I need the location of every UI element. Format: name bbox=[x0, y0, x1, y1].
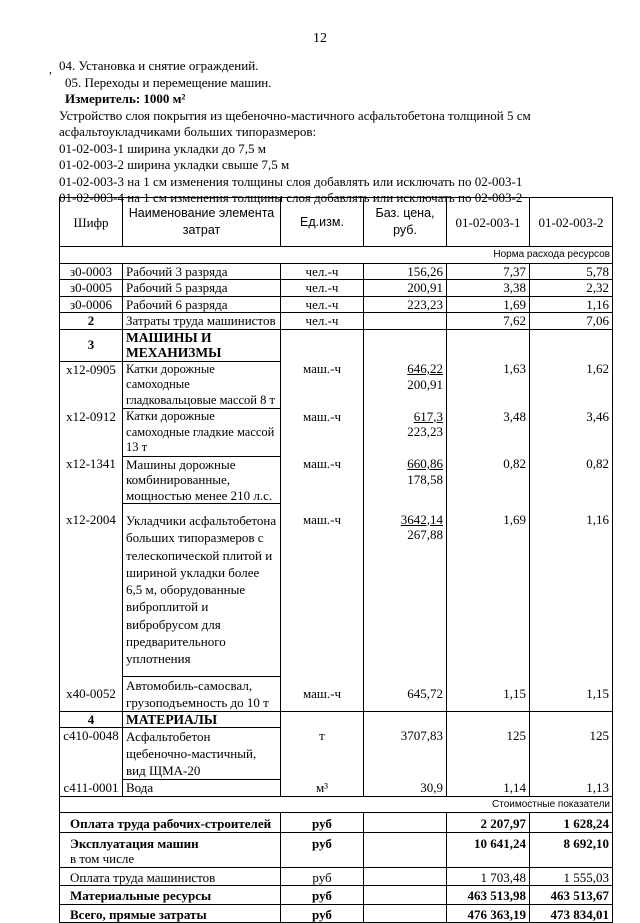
header-col-2: 01-02-003-2 bbox=[530, 198, 613, 247]
total-label: Оплата труда рабочих-строителей bbox=[60, 813, 281, 833]
row-code: з0-0006 bbox=[60, 296, 123, 313]
row-price: 660,86 bbox=[407, 456, 443, 471]
row-name: Затраты труда машинистов bbox=[123, 313, 281, 330]
row-unit: м³ bbox=[281, 780, 364, 797]
header-unit: Ед.изм. bbox=[281, 198, 364, 247]
total-label: Всего, прямые затраты bbox=[60, 904, 281, 923]
desc-line-2: асфальтоукладчиками больших типоразмеров: bbox=[59, 124, 317, 139]
row-name: Укладчики асфальтобетона больших типоразмеров с телескопической плитой и шириной укладки более 6,5 м, оборудованные виброплитой и вибробрусом для предварительного уплотнения bbox=[123, 504, 281, 677]
row-price: 30,9 bbox=[364, 780, 447, 797]
total-value-2: 463 513,67 bbox=[530, 886, 613, 905]
row-price-secondary: 267,88 bbox=[407, 527, 443, 542]
row-value-2: 125 bbox=[530, 728, 613, 780]
total-label: Эксплуатация машин bbox=[60, 832, 281, 851]
total-label: Материальные ресурсы bbox=[60, 886, 281, 905]
row-code: х12-1341 bbox=[60, 456, 123, 504]
row-name: Рабочий 6 разряда bbox=[123, 296, 281, 313]
row-value-2: 1,16 bbox=[530, 296, 613, 313]
row-price: 223,23 bbox=[364, 296, 447, 313]
resource-table bbox=[59, 197, 613, 923]
row-code: с411-0001 bbox=[60, 780, 123, 797]
header-row bbox=[60, 198, 613, 247]
row-price: 645,72 bbox=[364, 676, 447, 711]
section-norm-label: Норма расхода ресурсов bbox=[60, 247, 613, 264]
total-row bbox=[60, 867, 613, 886]
row-value-1: 0,82 bbox=[447, 456, 530, 504]
row-price: 617,3 bbox=[413, 408, 443, 424]
total-unit: руб bbox=[281, 813, 364, 833]
row-value-1: 1,69 bbox=[447, 504, 530, 677]
table-row bbox=[60, 456, 613, 504]
row-price bbox=[364, 313, 447, 330]
total-value-1: 10 641,24 bbox=[447, 832, 530, 851]
row-unit: маш.-ч bbox=[281, 504, 364, 677]
row-value-2: 3,46 bbox=[530, 409, 613, 457]
header-code: Шифр bbox=[60, 198, 123, 247]
intro-line-2: 05. Переходы и перемещение машин. bbox=[65, 74, 272, 90]
table-row bbox=[60, 780, 613, 797]
table-row bbox=[60, 728, 613, 780]
row-value-1: 125 bbox=[447, 728, 530, 780]
row-name: Автомобиль-самосвал, грузоподъемность до 10 т bbox=[123, 676, 281, 711]
total-unit: руб bbox=[281, 886, 364, 905]
row-unit: маш.-ч bbox=[281, 361, 364, 409]
row-price: 646,22 bbox=[407, 361, 443, 376]
total-value-2: 8 692,10 bbox=[530, 832, 613, 851]
section-title: МАТЕРИАЛЫ bbox=[123, 711, 281, 728]
row-value-1: 1,69 bbox=[447, 296, 530, 313]
total-row bbox=[60, 851, 613, 867]
section-code: 4 bbox=[60, 711, 123, 728]
total-label: Оплата труда машинистов bbox=[60, 867, 281, 886]
row-unit: маш.-ч bbox=[281, 676, 364, 711]
machinist-labor-row bbox=[60, 313, 613, 330]
total-value-1: 2 207,97 bbox=[447, 813, 530, 833]
section-cost-row bbox=[60, 796, 613, 813]
row-unit: маш.-ч bbox=[281, 456, 364, 504]
section-machines-row bbox=[60, 329, 613, 361]
row-value-2: 7,06 bbox=[530, 313, 613, 330]
total-value-1: 476 363,19 bbox=[447, 904, 530, 923]
row-price-secondary: 178,58 bbox=[407, 471, 443, 487]
section-cost-label: Стоимостные показатели bbox=[60, 796, 613, 813]
row-value-1: 7,37 bbox=[447, 263, 530, 280]
row-price-secondary: 223,23 bbox=[407, 424, 443, 439]
row-code: с410-0048 bbox=[60, 728, 123, 780]
row-value-2: 1,13 bbox=[530, 780, 613, 797]
table-row bbox=[60, 504, 613, 677]
table-row bbox=[60, 676, 613, 711]
total-row bbox=[60, 904, 613, 923]
row-name: Вода bbox=[123, 780, 281, 797]
row-code: х12-0912 bbox=[60, 409, 123, 457]
row-unit: чел.-ч bbox=[281, 280, 364, 297]
row-value-1: 3,48 bbox=[447, 409, 530, 457]
total-unit: руб bbox=[281, 832, 364, 851]
intro-block bbox=[59, 58, 619, 207]
row-code: з0-0003 bbox=[60, 263, 123, 280]
row-price: 200,91 bbox=[364, 280, 447, 297]
norm-item: 01-02-003-2 ширина укладки свыше 7,5 м bbox=[59, 157, 290, 172]
section-title: МАШИНЫ И МЕХАНИЗМЫ bbox=[123, 329, 281, 361]
row-value-1: 3,38 bbox=[447, 280, 530, 297]
row-name: Рабочий 5 разряда bbox=[123, 280, 281, 297]
norm-item: 01-02-003-4 на 1 см изменения толщины слоя добавлять или исключать по 02-003-2 bbox=[59, 190, 523, 205]
section-norm-row bbox=[60, 247, 613, 264]
total-value-2: 1 555,03 bbox=[530, 867, 613, 886]
row-price: 3707,83 bbox=[364, 728, 447, 780]
row-value-2: 1,15 bbox=[530, 676, 613, 711]
header-name: Наименование элемента затрат bbox=[123, 198, 281, 247]
row-name: Катки дорожные самоходные гладкие массой 13 т bbox=[123, 409, 281, 457]
intro-line-1: 04. Установка и снятие ограждений. bbox=[59, 58, 259, 73]
row-name: Асфальтобетон щебеночно-мастичный, вид ЩМА-20 bbox=[123, 728, 281, 780]
row-value-1: 1,14 bbox=[447, 780, 530, 797]
row-value-1: 1,63 bbox=[447, 361, 530, 409]
total-label: в том числе bbox=[60, 851, 281, 867]
table-row bbox=[60, 263, 613, 280]
table-row bbox=[60, 296, 613, 313]
total-value-2: 1 628,24 bbox=[530, 813, 613, 833]
row-unit: чел.-ч bbox=[281, 313, 364, 330]
norm-item: 01-02-003-1 ширина укладки до 7,5 м bbox=[59, 140, 266, 156]
row-price-secondary: 200,91 bbox=[407, 376, 443, 392]
row-code: з0-0005 bbox=[60, 280, 123, 297]
row-name: Машины дорожные комбинированные, мощностью менее 210 л.с. bbox=[123, 456, 281, 504]
header-price: Баз. цена, руб. bbox=[364, 198, 447, 247]
page-number: 12 bbox=[313, 31, 327, 46]
norm-item: 01-02-003-3 на 1 см изменения толщины слоя добавлять или исключать по 02-003-1 bbox=[59, 173, 523, 189]
total-unit: руб bbox=[281, 904, 364, 923]
row-code: 2 bbox=[60, 313, 123, 330]
row-price: 3642,14 bbox=[400, 511, 443, 527]
row-value-1: 1,15 bbox=[447, 676, 530, 711]
table-row bbox=[60, 409, 613, 457]
row-value-2: 1,62 bbox=[530, 361, 613, 409]
measure-line: Измеритель: 1000 м² bbox=[65, 91, 186, 106]
total-value-1: 463 513,98 bbox=[447, 886, 530, 905]
total-row bbox=[60, 886, 613, 905]
row-value-2: 2,32 bbox=[530, 280, 613, 297]
row-code: х40-0052 bbox=[60, 676, 123, 711]
row-price: 156,26 bbox=[364, 263, 447, 280]
row-code: х12-0905 bbox=[60, 361, 123, 409]
total-unit: руб bbox=[281, 867, 364, 886]
row-value-2: 1,16 bbox=[530, 504, 613, 677]
row-unit: чел.-ч bbox=[281, 296, 364, 313]
table-row bbox=[60, 361, 613, 409]
row-value-2: 5,78 bbox=[530, 263, 613, 280]
row-name: Рабочий 3 разряда bbox=[123, 263, 281, 280]
total-row bbox=[60, 832, 613, 851]
row-value-1: 7,62 bbox=[447, 313, 530, 330]
total-row bbox=[60, 813, 613, 833]
desc-line-1: Устройство слоя покрытия из щебеночно-мастичного асфальтобетона толщиной 5 см bbox=[59, 107, 531, 123]
row-name: Катки дорожные самоходные гладковальцовые массой 8 т bbox=[123, 361, 281, 409]
header-col-1: 01-02-003-1 bbox=[447, 198, 530, 247]
section-materials-row bbox=[60, 711, 613, 728]
row-code: х12-2004 bbox=[60, 504, 123, 677]
total-value-2: 473 834,01 bbox=[530, 904, 613, 923]
row-value-2: 0,82 bbox=[530, 456, 613, 504]
row-unit: маш.-ч bbox=[281, 409, 364, 457]
margin-mark: , bbox=[49, 62, 52, 76]
section-code: 3 bbox=[60, 329, 123, 361]
row-unit: чел.-ч bbox=[281, 263, 364, 280]
row-unit: т bbox=[281, 728, 364, 780]
total-value-1: 1 703,48 bbox=[447, 867, 530, 886]
table-row bbox=[60, 280, 613, 297]
